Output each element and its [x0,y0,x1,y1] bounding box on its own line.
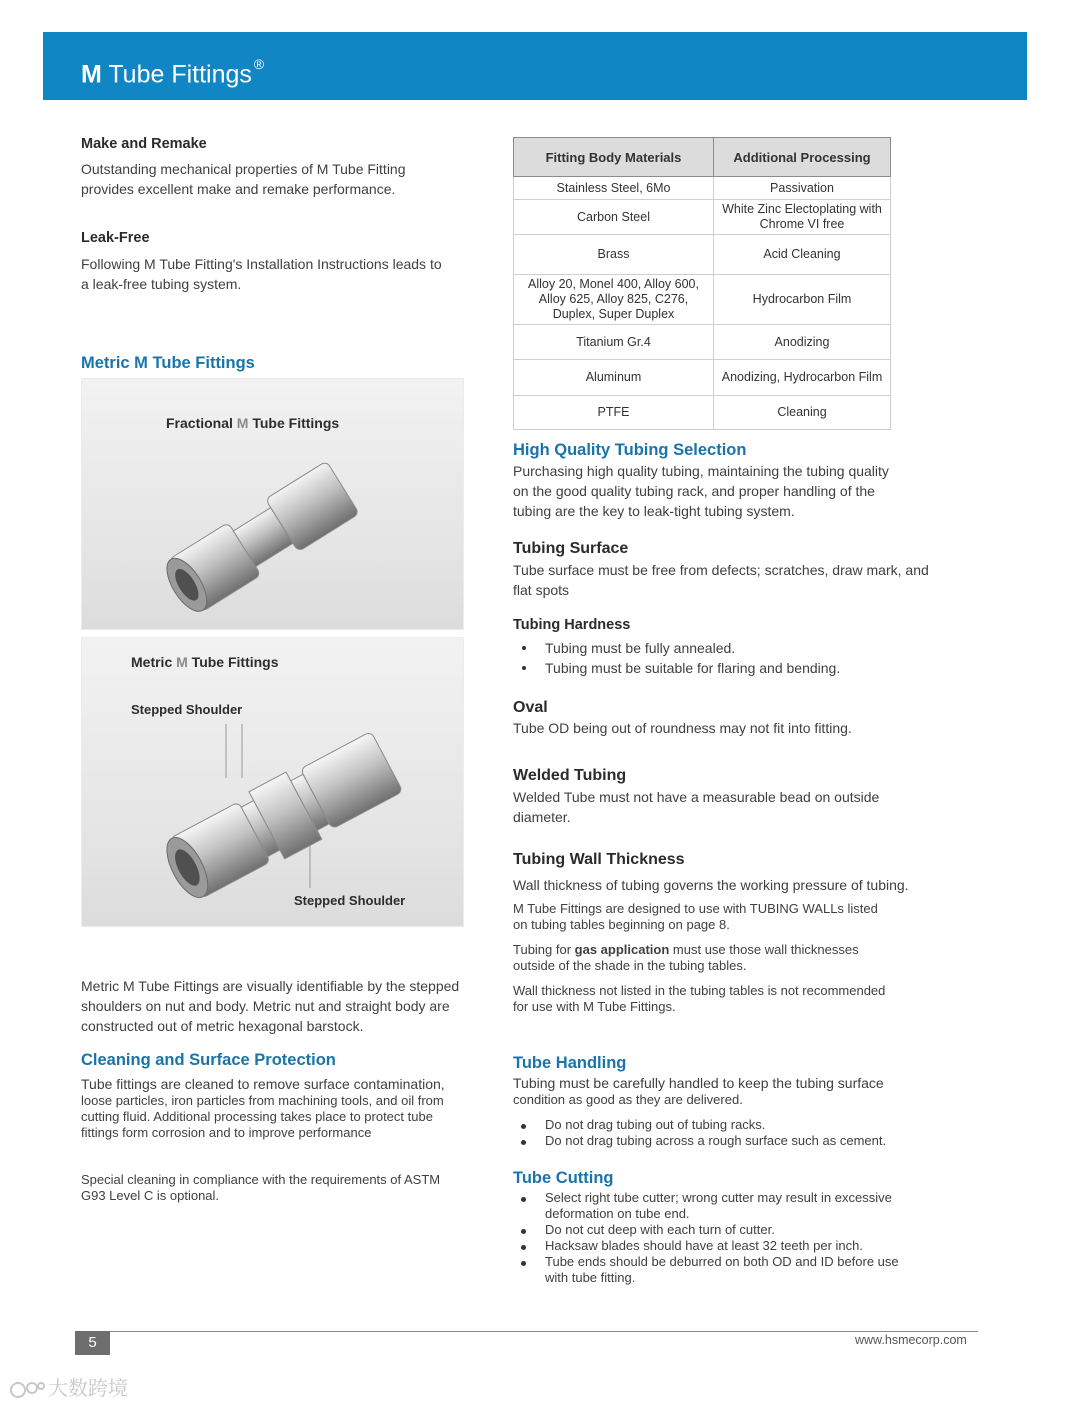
hq-tubing-heading: High Quality Tubing Selection [513,441,747,459]
wall-thickness-intro: Wall thickness of tubing governs the working pressure of tubing. [513,877,909,893]
footer-divider [75,1331,978,1332]
fractional-fitting-photo [81,378,464,630]
list-item: Tubing must be suitable for flaring and bending. [513,658,953,678]
metric-fittings-heading: Metric M Tube Fittings [81,354,255,372]
make-remake-text: Outstanding mechanical properties of M Tube Fitting provides excellent make and remake performance. [81,161,406,197]
table-row: Brass Acid Cleaning [514,235,891,275]
stepped-shoulder-callout-top: Stepped Shoulder [131,702,243,717]
watermark: 大数跨境 [8,1372,128,1402]
list-item: Select right tube cutter; wrong cutter may result in excessive deformation on tube end. [513,1190,923,1222]
leak-free-text: Following M Tube Fitting's Installation Instructions leads to a leak-free tubing system. [81,256,442,292]
page-number: 5 [75,1331,110,1355]
fractional-fitting-label: Fractional M Tube Fittings [166,415,340,431]
stepped-shoulder-callout-bottom: Stepped Shoulder [294,893,406,908]
tube-handling-list [513,1117,953,1149]
page-header [43,32,1027,100]
table-row: Titanium Gr.4 Anodizing [514,325,891,360]
tubing-hardness-list [513,638,953,678]
tubing-surface-text: Tube surface must be free from defects; scratches, draw mark, and flat spots [513,562,929,598]
tube-cutting-heading: Tube Cutting [513,1169,614,1187]
materials-table [513,137,891,430]
list-item: Hacksaw blades should have at least 32 teeth per inch. [513,1238,923,1254]
page-title: M Tube Fittings ® [81,56,265,89]
wall-thickness-heading: Tubing Wall Thickness [513,851,685,868]
table-row: Aluminum Anodizing, Hydrocarbon Film [514,360,891,396]
welded-tubing-text: Welded Tube must not have a measurable bead on outside diameter. [513,789,880,825]
metric-fitting-image [82,638,463,926]
wall-thickness-p3: Wall thickness not listed in the tubing tables is not recommended for use with M Tube Fittings. [513,983,886,1014]
tubing-hardness-heading: Tubing Hardness [513,617,631,633]
table-header-processing: Additional Processing [714,138,891,177]
watermark-logo-icon [8,1378,48,1402]
wall-thickness-p1: M Tube Fittings are designed to use with TUBING WALLs listed on tubing tables beginning on page 8. [513,901,878,932]
table-header-materials: Fitting Body Materials [514,138,714,177]
tube-handling-heading: Tube Handling [513,1054,627,1072]
metric-description: Metric M Tube Fittings are visually identifiable by the stepped shoulders on nut and body. Metric nut and straight body are constructed out of metric hexagonal barstock. [81,978,460,1034]
list-item: Tube ends should be deburred on both OD and ID before use with tube fitting. [513,1254,923,1286]
welded-tubing-heading: Welded Tubing [513,767,627,784]
wall-thickness-p2: Tubing for gas application must use those wall thicknesses outside of the shade in the tubing tables. [513,942,859,973]
leak-free-heading: Leak-Free [81,230,150,246]
make-remake-heading: Make and Remake [81,136,207,152]
table-row: Alloy 20, Monel 400, Alloy 600, Alloy 625, Alloy 825, C276, Duplex, Super Duplex Hydrocarbon Film [514,275,891,325]
table-row: PTFE Cleaning [514,396,891,430]
fractional-fitting-image [82,379,463,629]
table-row: Carbon Steel White Zinc Electoplating with Chrome VI free [514,200,891,235]
list-item: Tubing must be fully annealed. [513,638,953,658]
tube-handling-text: Tubing must be carefully handled to keep the tubing surface condition as good as they are delivered. [513,1075,884,1107]
metric-fitting-photo [81,637,464,927]
tube-cutting-list [513,1190,923,1286]
cleaning-heading: Cleaning and Surface Protection [81,1051,336,1069]
list-item: Do not cut deep with each turn of cutter. [513,1222,923,1238]
registered-mark: ® [253,56,265,72]
special-cleaning-text: Special cleaning in compliance with the requirements of ASTM G93 Level C is optional. [81,1172,441,1203]
list-item: Do not drag tubing out of tubing racks. [513,1117,953,1133]
oval-heading: Oval [513,699,548,716]
cleaning-text: Tube fittings are cleaned to remove surface contamination, loose particles, iron particles from machining tools, and oil from cutting fluid. Additional processing takes place to protect tube fittings form corrosion and to improve performance [81,1076,445,1140]
metric-fitting-label: Metric M Tube Fittings [131,654,279,670]
website-link[interactable]: www.hsmecorp.com [855,1333,967,1347]
oval-text: Tube OD being out of roundness may not fit into fitting. [513,720,852,736]
list-item: Do not drag tubing across a rough surface such as cement. [513,1133,953,1149]
tubing-surface-heading: Tubing Surface [513,540,629,557]
hq-tubing-text: Purchasing high quality tubing, maintaining the tubing quality on the good quality tubing rack, and proper handling of the tubing are the key to leak-tight tubing system. [513,463,889,519]
table-row: Stainless Steel, 6Mo Passivation [514,177,891,200]
